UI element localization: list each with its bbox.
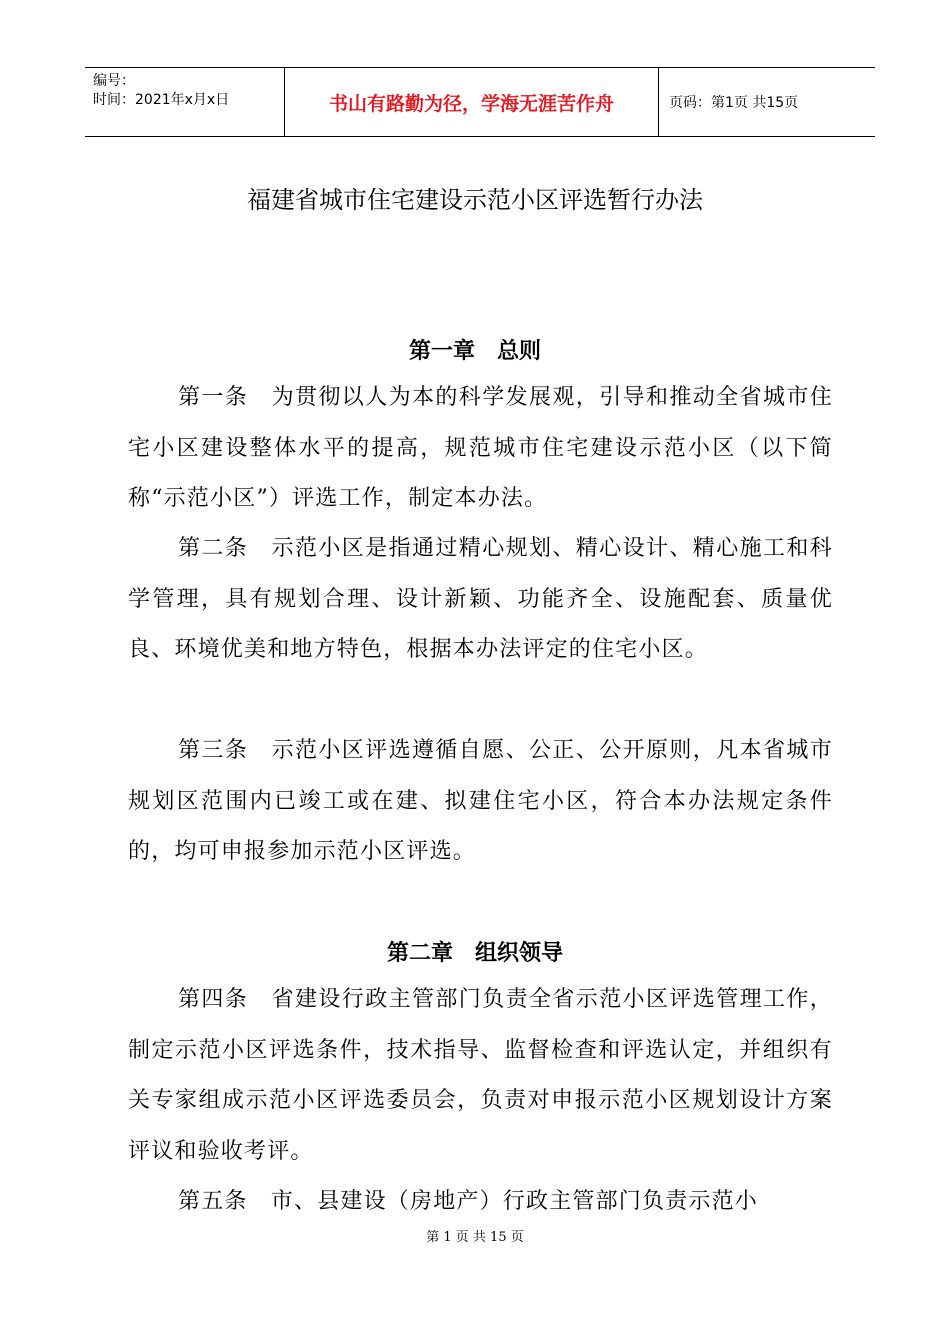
article-paragraph: 第四条 省建设行政主管部门负责全省示范小区评选管理工作，制定示范小区评选条件，技术指导、监督检查和评选认定，并组织有关专家组成示范小区评选委员会，负责对申报示范小区规划设计方案评议和验收考评。 [128,987,833,1164]
page-footer: 第 1 页 共 15 页 [426,1230,524,1245]
document-number-label: 编号： [93,73,135,89]
article-paragraph: 第二条 示范小区是指通过精心规划、精心设计、精心施工和科学管理，具有规划合理、设计新颖、功能齐全、设施配套、质量优良、环境优美和地方特色，根据本办法评定的住宅小区。 [128,536,833,662]
article-paragraph: 第三条 示范小区评选遵循自愿、公正、公开原则，凡本省城市规划区范围内已竣工或在建、拟建住宅小区，符合本办法规定条件的，均可申报参加示范小区评选。 [128,738,833,864]
article-paragraph: 第五条 市、县建设（房地产）行政主管部门负责示范小 [178,1189,759,1214]
document-date-label: 时间：2021年x月x日 [93,92,230,108]
page-header [85,67,875,137]
chapter-heading: 第二章 组织领导 [386,941,563,966]
header-motto: 书山有路勤为径，学海无涯苦作舟 [285,68,659,136]
document-title: 福建省城市住宅建设示范小区评选暂行办法 [247,186,703,214]
header-page-info: 页码：第1页 共15页 [669,95,799,111]
chapter-heading: 第一章 总则 [408,339,541,364]
article-paragraph: 第一条 为贯彻以人为本的科学发展观，引导和推动全省城市住宅小区建设整体水平的提高，规范城市住宅建设示范小区（以下简称“示范小区”）评选工作，制定本办法。 [128,385,833,511]
header-meta [85,68,285,136]
